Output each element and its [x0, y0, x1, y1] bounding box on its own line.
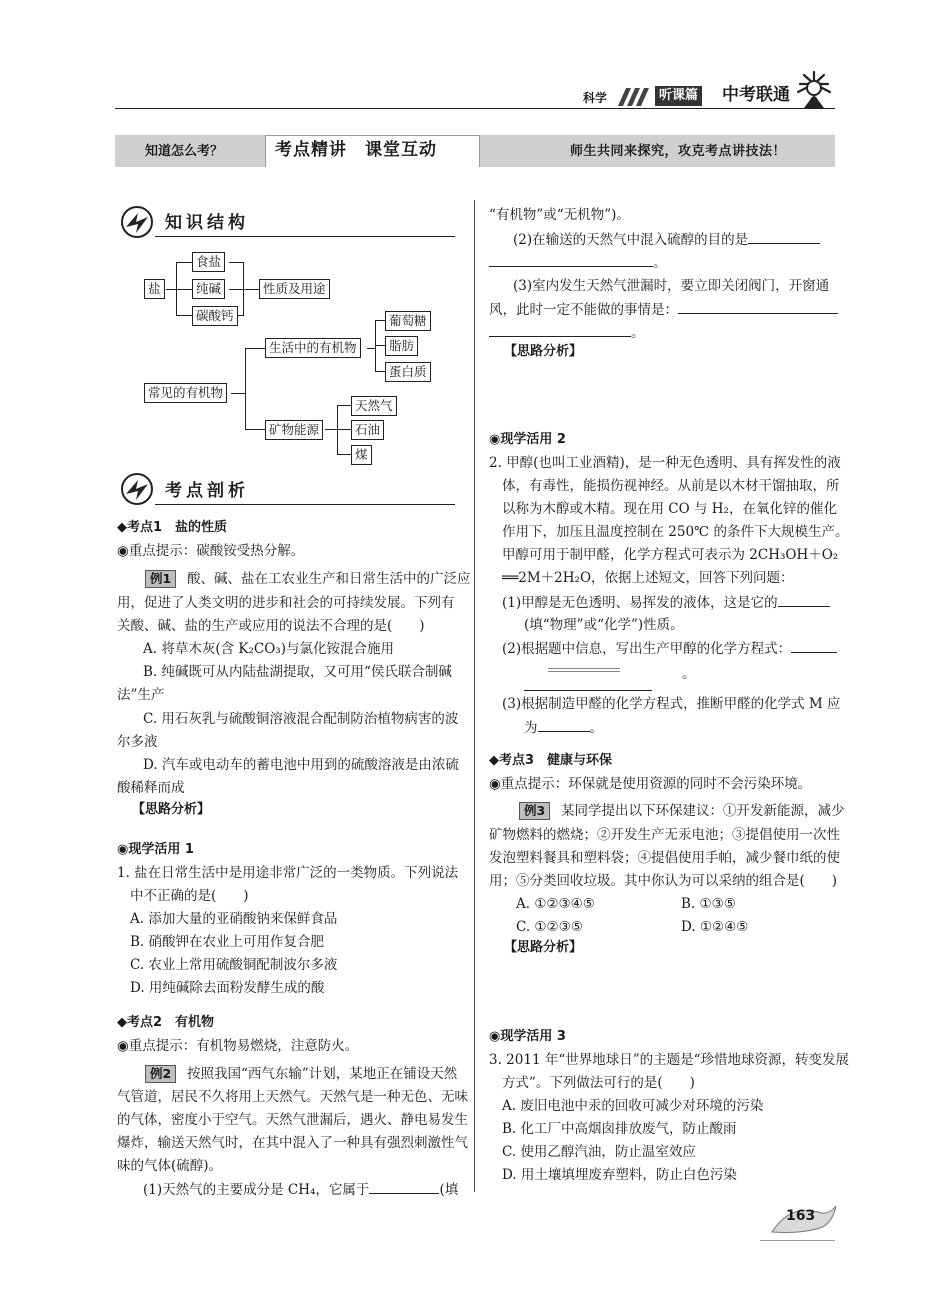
node-salt-item-1: 食盐 — [192, 252, 225, 272]
right-q2-blank-1[interactable] — [748, 229, 820, 244]
example3-line-4: 用；⑤分类回收垃圾。其中你认为可以采纳的组合是( ) — [489, 873, 838, 889]
right-q1-cont: “有机物”或“无机物”)。 — [489, 207, 630, 223]
example1-line-2: 用，促进了人类文明的进步和社会的可持续发展。下列有 — [117, 595, 455, 611]
header-section: 听课篇 — [655, 86, 702, 106]
apply2-title: ◉现学活用 2 — [489, 432, 566, 447]
example1-line-1: 酸、碱、盐在工农业生产和日常生活中的广泛应 — [187, 571, 471, 587]
apply2-line-6: ══2M＋2H₂O，依据上述短文，回答下列问题： — [502, 570, 794, 586]
example1-option-c-cont: 尔多液 — [117, 734, 158, 750]
node-life-organic: 生活中的有机物 — [265, 338, 361, 358]
node-life-item-3: 蛋白质 — [385, 362, 431, 382]
example3-option-d: D. ①②④⑤ — [681, 919, 749, 935]
example1-think: 【思路分析】 — [132, 802, 211, 817]
apply2-q3-blank[interactable] — [538, 717, 590, 732]
header-brand: 中考联通 — [722, 85, 790, 105]
apply3-option-c: C. 使用乙醇汽油，防止温室效应 — [502, 1144, 696, 1160]
example3-option-a: A. ①②③④⑤ — [516, 896, 595, 912]
example3-line-1: 某同学提出以下环保建议：①开发新能源，减少 — [561, 803, 845, 819]
apply3-option-d: D. 用土壤填埋废弃塑料，防止白色污染 — [502, 1167, 737, 1183]
example2-q1-end: (填 — [439, 1182, 459, 1198]
right-think-1: 【思路分析】 — [504, 344, 583, 359]
node-mineral: 矿物能源 — [265, 420, 323, 440]
apply2-line-1: 2. 甲醇(也叫工业酒精)，是一种无色透明、具有挥发性的液 — [489, 455, 841, 471]
banner-right: 师生共同来探究，攻克考点讲技法！ — [570, 144, 787, 159]
apply2-q3a: (3)根据制造甲醛的化学方程式，推断甲醛的化学式 M 应 — [502, 696, 841, 712]
apply1-title: ◉现学活用 1 — [117, 842, 194, 857]
right-q3-a: (3)室内发生天然气泄漏时，要立即关闭阀门，开窗通 — [513, 278, 830, 294]
point3-title: ◆考点3 健康与环保 — [489, 753, 613, 768]
point3-hint: ◉重点提示：环保就是使用资源的同时不会污染环境。 — [489, 776, 812, 792]
right-q2-line2: 。 — [489, 252, 667, 273]
sun-tree-icon — [790, 66, 838, 114]
apply3-option-b: B. 化工厂中高烟囱排放废气，防止酸雨 — [502, 1121, 737, 1137]
apply1-line-1: 1. 盐在日常生活中是用途非常广泛的一类物质。下列说法 — [117, 865, 459, 881]
example2-line-2: 气管道，居民不久将用上天然气。天然气是一种无色、无味 — [117, 1089, 468, 1105]
apply2-q3b: 为 。 — [524, 717, 603, 738]
example3-line-2: 矿物燃料的燃烧；②开发生产无汞电池；③提倡使用一次性 — [489, 827, 840, 843]
column-divider — [474, 200, 475, 1192]
page-number: 163 — [786, 1208, 816, 1224]
node-salt-item-3: 碳酸钙 — [192, 306, 238, 326]
apply3-title: ◉现学活用 3 — [489, 1029, 566, 1044]
node-life-item-2: 脂肪 — [385, 336, 418, 356]
example2-line-5: 味的气体(硫醇)。 — [117, 1158, 223, 1174]
knowledge-rule — [155, 236, 455, 237]
example1-option-c: C. 用石灰乳与硫酸铜溶液混合配制防治植物病害的波 — [143, 711, 459, 727]
apply2-line-5: 甲醇可用于制甲醛，化学方程式可表示为 2CH₃OH＋O₂ — [502, 547, 839, 563]
header-subject: 科学 — [583, 91, 608, 105]
example1-option-a: A. 将草木灰(含 K₂CO₃)与氯化铵混合施用 — [143, 641, 394, 657]
point1-hint: ◉重点提示：碳酸铵受热分解。 — [117, 543, 305, 559]
node-mineral-item-2: 石油 — [351, 420, 384, 440]
banner-center: 考点精讲 课堂互动 — [275, 140, 437, 160]
example3-option-b: B. ①③⑤ — [681, 896, 736, 912]
node-salt-use: 性质及用途 — [259, 279, 330, 299]
example2-line-4: 爆炸，输送天然气时，在其中混入了一种具有强烈刺激性气 — [117, 1135, 468, 1151]
apply1-option-c: C. 农业上常用硫酸铜配制波尔多液 — [130, 957, 338, 973]
node-mineral-item-3: 煤 — [351, 445, 372, 465]
apply2-q1b: (填“物理”或“化学”)性质。 — [524, 617, 684, 633]
stripes-icon — [618, 88, 654, 110]
apply3-line-2: 方式”。下列做法可行的是( ) — [502, 1075, 695, 1091]
apply2-line-4: 作用下，加压且温度控制在 250℃ 的条件下大规模生产。 — [502, 524, 849, 540]
example3-label-line — [519, 801, 550, 821]
apply2-q2: (2)根据题中信息，写出生产甲醇的化学方程式： — [502, 638, 837, 659]
apply1-option-b: B. 硝酸钾在农业上可用作复合肥 — [130, 934, 325, 950]
node-organic: 常见的有机物 — [144, 383, 227, 403]
apply2-q2-line2: 。 — [524, 676, 652, 697]
apply1-option-a: A. 添加大量的亚硝酸钠来保鲜食品 — [130, 911, 338, 927]
point2-title: ◆考点2 有机物 — [117, 1015, 215, 1030]
right-q3-blank-1[interactable] — [678, 299, 838, 314]
right-q3-line3: 。 — [489, 322, 645, 343]
example1-line-3: 关酸、碱、盐的生产或应用的说法不合理的是( ) — [117, 618, 425, 634]
right-think-2: 【思路分析】 — [504, 940, 583, 955]
apply2-q1-blank[interactable] — [778, 592, 830, 607]
example1-option-b: B. 纯碱既可从内陆盐湖提取，又可用“侯氏联合制碱 — [143, 664, 452, 680]
apply2-line-3: 以称为木醇或木精。现在用 CO 与 H₂，在氧化锌的催化 — [502, 501, 837, 517]
header-rule — [115, 108, 835, 109]
apply2-q2-blank-2[interactable] — [524, 676, 652, 691]
right-q3-blank-2[interactable] — [489, 322, 631, 337]
example2-label: 例2 — [145, 1065, 176, 1083]
point1-title: ◆考点1 盐的性质 — [117, 520, 228, 535]
example2-line-1: 按照我国“西气东输”计划，某地正在铺设天然 — [187, 1066, 458, 1082]
example2-label-line — [145, 1064, 176, 1084]
right-q2: (2)在输送的天然气中混入硫醇的目的是 — [513, 229, 820, 250]
apply3-line-1: 3. 2011 年“世界地球日”的主题是“珍惜地球资源，转变发展 — [489, 1052, 850, 1068]
apply1-line-2: 中不正确的是( ) — [130, 888, 249, 904]
knowledge-title: 知识结构 — [165, 213, 249, 233]
analysis-title: 考点剖析 — [165, 481, 249, 501]
banner-left: 知道怎么考？ — [145, 144, 224, 159]
example3-label: 例3 — [519, 802, 550, 820]
section-icon-2 — [120, 472, 156, 510]
apply2-q1a: (1)甲醇是无色透明、易挥发的液体，这是它的 — [502, 592, 830, 613]
example2-q1-text: (1)天然气的主要成分是 CH₄，它属于 — [143, 1182, 370, 1198]
example2-q1-blank[interactable] — [369, 1179, 439, 1194]
apply1-option-d: D. 用纯碱除去面粉发酵生成的酸 — [130, 980, 325, 996]
apply2-line-2: 体，有毒性，能损伤视神经。从前是以木材干馏抽取，所 — [502, 478, 840, 494]
apply2-equation-blank[interactable] — [548, 668, 620, 672]
example1-option-b-cont: 法”生产 — [117, 687, 165, 703]
example1-option-d-cont: 酸稀释而成 — [117, 780, 185, 796]
example3-option-c: C. ①②③⑤ — [516, 919, 583, 935]
analysis-rule — [155, 504, 455, 505]
right-q2-blank-2[interactable] — [489, 252, 653, 267]
point2-hint: ◉重点提示：有机物易燃烧，注意防火。 — [117, 1038, 359, 1054]
node-mineral-item-1: 天然气 — [351, 396, 397, 416]
example1-label: 例1 — [145, 570, 176, 588]
section-icon — [120, 205, 156, 243]
node-life-item-1: 葡萄糖 — [385, 311, 431, 331]
example2-line-3: 的气体，密度小于空气。天然气泄漏后，遇火、静电易发生 — [117, 1112, 468, 1128]
apply2-q2-blank-1[interactable] — [791, 638, 837, 653]
node-salt: 盐 — [144, 279, 165, 299]
example3-line-3: 发泡塑料餐具和塑料袋；④提倡使用手帕，减少餐巾纸的使 — [489, 850, 840, 866]
right-q3-b: 风，此时一定不能做的事情是： — [489, 299, 838, 320]
example1-label-line — [145, 569, 176, 589]
example2-q1 — [143, 1179, 458, 1200]
apply3-option-a: A. 废旧电池中汞的回收可减少对环境的污染 — [502, 1098, 764, 1114]
footer-rule — [760, 1240, 835, 1241]
node-salt-item-2: 纯碱 — [192, 279, 225, 299]
example1-option-d: D. 汽车或电动车的蓄电池中用到的硫酸溶液是由浓硫 — [143, 757, 459, 773]
